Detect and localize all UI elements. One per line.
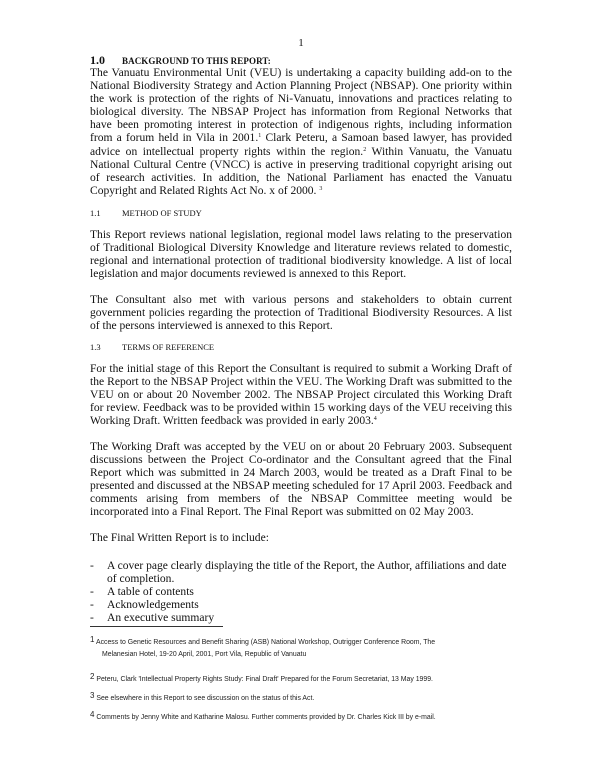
paragraph-text: The Vanuatu Environmental Unit (VEU) is undertaking a capacity building add-on to the National Biodiversity Strategy and Action Planning Project (NBSAP). One priority within the work is protection of the rights of Ni-Vanuatu, innovations and practices relating to biological diversity. The NBSAP Project has information from Regional Networks that have been promoting interest in protection of indigenous rights, including information from a forum held in Vila in 2001. [90,67,512,145]
footnote-2: 2 Peteru, Clark 'Intellectual Property Rights Study: Final Draft' Prepared for the Forum Secretariat, 13 May 1999. [90,672,433,683]
paragraph-final-report-intro: The Final Written Report is to include: [90,532,269,544]
subsection-number: 1.1 [90,208,101,218]
section-heading-background [90,53,271,68]
paragraph-consultant: The Consultant also met with various persons and stakeholders to obtain current government policies regarding the protection of Traditional Biodiversity Resources. A list of the persons interviewed is annexed to this Report. [90,294,512,333]
list-item: - Acknowledgements [90,599,199,612]
paragraph-background [90,67,512,198]
dash-bullet: - [90,599,94,612]
footnote-3: 3 See elsewhere in this Report to see discussion on the status of this Act. [90,691,315,702]
list-item: - An executive summary [90,612,215,625]
subsection-heading-terms-of-reference [90,342,214,352]
page-number: 1 [298,37,304,49]
footnote-separator [90,626,223,627]
paragraph-text: Clark Peteru, a Samoan based lawyer, has provided advice on intellectual property rights within the region. [90,132,512,158]
paragraph-working-draft: The Working Draft was accepted by the VEU on or about 20 February 2003. Subsequent discussions between the Project Co-ordinator and the Consultant agreed that the Final Report which was submitted in 24 March 2003, would be treated as a Draft Final to be presented and discussed at the NBSAP meeting scheduled for 17 April 2003. Feedback and comments arising from members of the NBSAP Committee meeting would be incorporated into a Final Report. The Final Report was submitted on 02 May 2003. [90,441,512,519]
paragraph-initial-stage [90,363,512,428]
list-item: - A cover page clearly displaying the title of the Report, the Author, affiliations and date of completion. [90,560,507,586]
footnote-1: 1 Access to Genetic Resources and Benefit Sharing (ASB) National Workshop, Outrigger Conference Room, The Melanesian Hotel, 19-20 April, 2001, Port Vila, Republic of Vanuatu [90,635,436,658]
section-number: 1.0 [90,53,105,67]
dash-bullet: - [90,612,94,625]
footnote-number: 2 [90,672,95,681]
report-contents-list [90,560,512,625]
paragraph-text: Within Vanuatu, the Vanuatu National Cultural Centre (VNCC) is active in preserving traditional copyright arising out of research activities. In addition, the National Parliament has enacted the Vanuatu Copyright and Related Rights Act No. x of 2000. [90,145,512,197]
paragraph-text: For the initial stage of this Report the Consultant is required to submit a Working Draft of the Report to the NBSAP Project within the VEU. The Working Draft was submitted to the VEU on or about 20 November 2002. The NBSAP Project circulated this Working Draft for review. Feedback was to be provided within 15 working days of the VEU receiving this Working Draft. Written feedback was provided in early 2003. [90,363,512,428]
footnote-number: 1 [90,635,95,644]
footnote-number: 3 [90,691,95,700]
dash-bullet: - [90,586,94,599]
subsection-heading-method-of-study [90,208,202,218]
subsection-title: METHOD OF STUDY [122,208,202,218]
footnote-ref-1[interactable]: 1 [258,133,262,140]
paragraph-method: This Report reviews national legislation, regional model laws relating to the preservation of Traditional Biological Diversity Knowledge and literature reviews related to domestic, regional and international protection of traditional biodiversity knowledge. A list of local legislation and major documents reviewed is annexed to this Report. [90,229,512,281]
footnote-ref-2[interactable]: 2 [363,146,367,153]
footnote-ref-4[interactable]: 4 [373,416,377,423]
footnote-4: 4 Comments by Jenny White and Katharine Malosu. Further comments provided by Dr. Charles Kick III by e-mail. [90,710,436,721]
subsection-number: 1.3 [90,342,101,352]
subsection-title: TERMS OF REFERENCE [122,342,215,352]
dash-bullet: - [90,560,94,572]
list-item: - A table of contents [90,586,194,599]
footnote-number: 4 [90,710,95,719]
footnote-ref-3[interactable]: 3 [319,185,323,192]
section-title: BACKGROUND TO THIS REPORT: [122,56,271,66]
